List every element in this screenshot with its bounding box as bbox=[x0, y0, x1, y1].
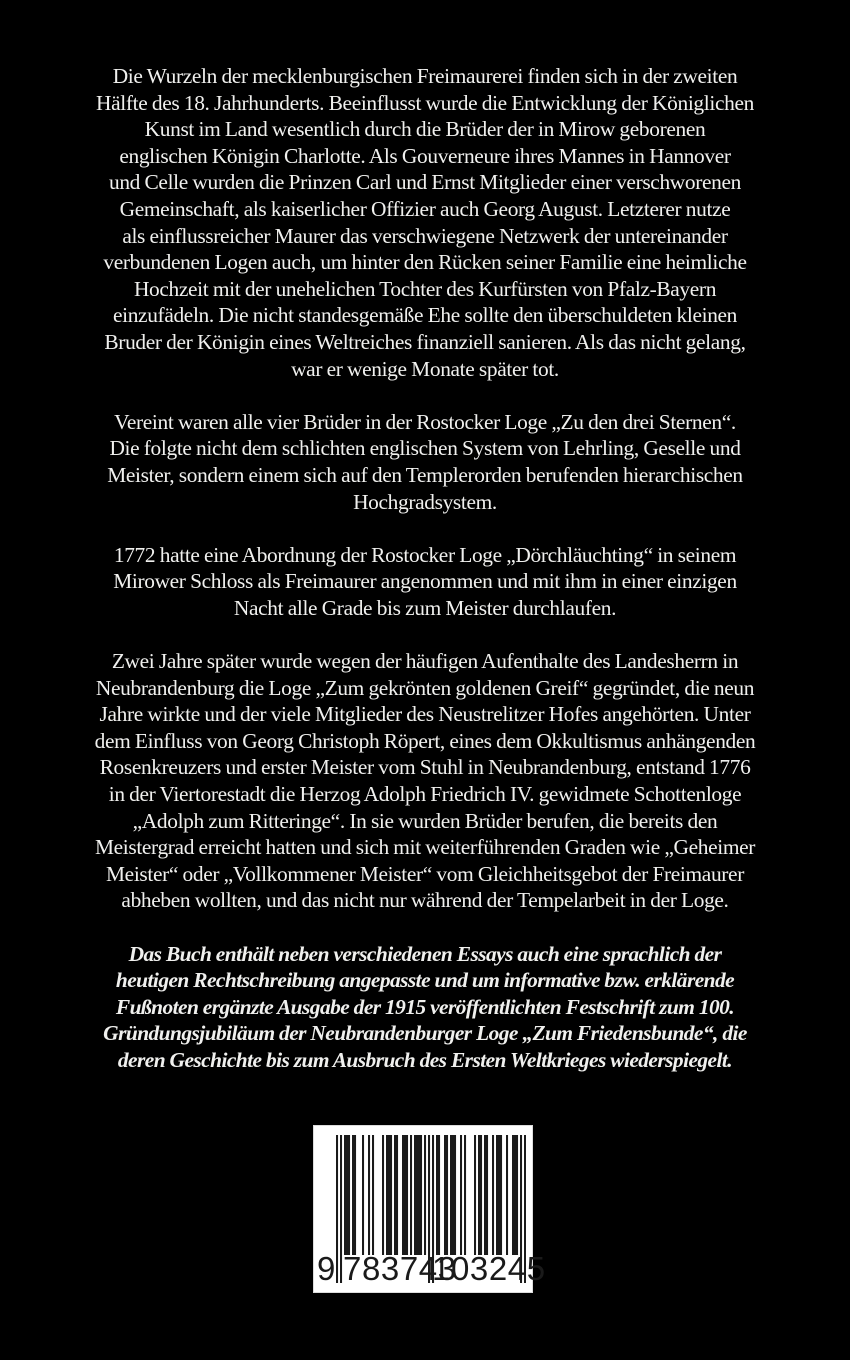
text-line: Jahre wirkte und der viele Mitglieder des Neustrelitzer Hofes angehörten. Unter bbox=[99, 702, 751, 727]
paragraph-book-summary bbox=[50, 941, 800, 1074]
text-line: heutigen Rechtschreibung angepasste und um informative bzw. erklärende bbox=[115, 968, 735, 993]
text-line: verbundenen Logen auch, um hinter den Rücken seiner Familie eine heimliche bbox=[103, 250, 747, 275]
paragraph-origins bbox=[50, 63, 800, 382]
paragraph-neubrandenburg bbox=[50, 648, 800, 914]
isbn-digit-first: 9 bbox=[317, 1250, 336, 1287]
text-line: Gemeinschaft, als kaiserlicher Offizier auch Georg August. Letzterer nutze bbox=[119, 196, 731, 221]
text-line: Meistergrad erreicht hatten und sich mit weiterführenden Graden wie „Geheimer bbox=[94, 835, 756, 860]
isbn-barcode bbox=[313, 1125, 546, 1293]
text-line: Hälfte des 18. Jahrhunderts. Beeinflusst wurde die Entwicklung der Königlichen bbox=[96, 90, 754, 115]
text-line: als einflussreicher Maurer das verschwiegene Netzwerk der untereinander bbox=[122, 223, 728, 248]
text-line: Zwei Jahre später wurde wegen der häufigen Aufenthalte des Landesherrn in bbox=[111, 649, 739, 674]
text-line: Gründungsjubiläum der Neubrandenburger Loge „Zum Friedensbunde“, die bbox=[103, 1021, 747, 1046]
isbn-digits-left: 783743 bbox=[343, 1250, 457, 1287]
text-line: abheben wollten, und das nicht nur während der Tempelarbeit in der Loge. bbox=[121, 888, 729, 913]
text-line: Hochgradsystem. bbox=[353, 489, 497, 514]
text-line: in der Viertorestadt die Herzog Adolph Friedrich IV. gewidmete Schottenloge bbox=[108, 782, 742, 807]
text-line: englischen Königin Charlotte. Als Gouverneure ihres Mannes in Hannover bbox=[119, 143, 731, 168]
text-line: einzufädeln. Die nicht standesgemäße Ehe sollte den überschuldeten kleinen bbox=[112, 303, 738, 328]
text-line: „Adolph zum Ritteringe“. In sie wurden Brüder berufen, die bereits den bbox=[132, 808, 718, 833]
text-line: Meister, sondern einem sich auf den Templerorden berufenden hierarchischen bbox=[107, 462, 743, 487]
text-line: Die Wurzeln der mecklenburgischen Freimaurerei finden sich in der zweiten bbox=[112, 64, 738, 88]
text-line: Nacht alle Grade bis zum Meister durchlaufen. bbox=[233, 595, 617, 620]
back-cover-text bbox=[50, 63, 800, 1100]
text-line: Hochzeit mit der unehelichen Tochter des Kurfürsten von Pfalz-Bayern bbox=[133, 276, 717, 301]
text-line: und Celle wurden die Prinzen Carl und Ernst Mitglieder einer verschworenen bbox=[108, 170, 741, 195]
text-line: deren Geschichte bis zum Ausbruch des Ersten Weltkrieges wiederspiegelt. bbox=[117, 1047, 733, 1072]
text-line: Bruder der Königin eines Weltreiches finanziell sanieren. Als das nicht gelang, bbox=[104, 329, 746, 354]
text-line: Rosenkreuzers und erster Meister vom Stuhl in Neubrandenburg, entstand 1776 bbox=[99, 755, 751, 780]
text-line: war er wenige Monate später tot. bbox=[291, 356, 559, 381]
text-line: Neubrandenburg die Loge „Zum gekrönten goldenen Greif“ gegründet, die neun bbox=[95, 675, 755, 700]
paragraph-1772 bbox=[50, 542, 800, 622]
text-line: 1772 hatte eine Abordnung der Rostocker Loge „Dörchläuchting“ in seinem bbox=[113, 542, 737, 567]
text-line: Das Buch enthält neben verschiedenen Essays auch eine sprachlich der bbox=[128, 941, 722, 966]
text-line: Fußnoten ergänzte Ausgabe der 1915 veröffentlichten Festschrift zum 100. bbox=[115, 994, 735, 1019]
paragraph-rostock-lodge bbox=[50, 409, 800, 515]
text-line: Meister“ oder „Vollkommener Meister“ vom Gleichheitsgebot der Freimaurer bbox=[106, 861, 744, 886]
text-line: Mirower Schloss als Freimaurer angenommen und mit ihm in einer einzigen bbox=[113, 569, 737, 594]
text-line: Kunst im Land wesentlich durch die Brüder der in Mirow geborenen bbox=[144, 117, 706, 142]
text-line: dem Einfluss von Georg Christoph Röpert, eines dem Okkultismus anhängenden bbox=[94, 728, 756, 753]
isbn-digits bbox=[314, 1250, 546, 1287]
isbn-digits-right: 103245 bbox=[432, 1250, 546, 1287]
text-line: Vereint waren alle vier Brüder in der Rostocker Loge „Zu den drei Sternen“. bbox=[114, 409, 736, 434]
text-line: Die folgte nicht dem schlichten englischen System von Lehrling, Geselle und bbox=[109, 436, 741, 461]
